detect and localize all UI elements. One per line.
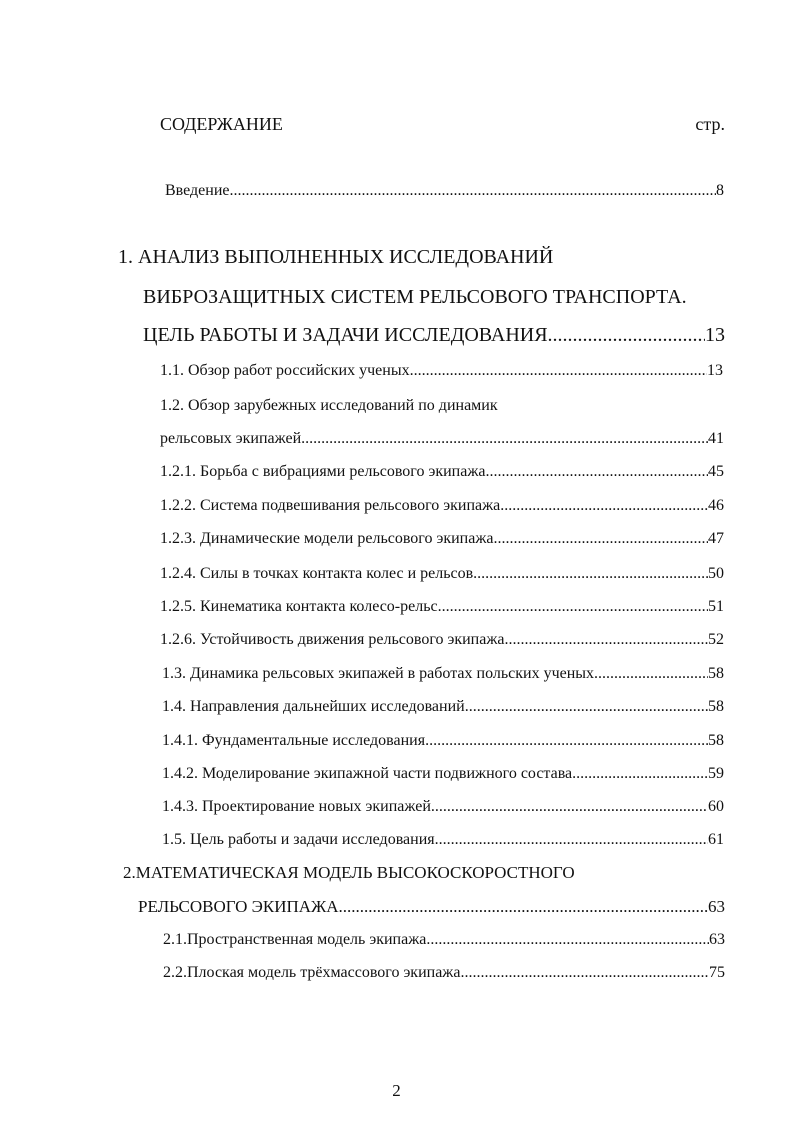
- toc-entry-2-1[interactable]: [163, 929, 725, 951]
- toc-entry-1-2-5[interactable]: [160, 596, 724, 618]
- toc-entry-1-2[interactable]: [160, 428, 724, 450]
- toc-entry-page: 58: [708, 732, 724, 749]
- dot-leader: [493, 528, 708, 550]
- toc-entry-1-2-1[interactable]: [160, 461, 724, 483]
- toc-entry-label: рельсовых экипажей: [160, 430, 302, 447]
- toc-entry-label: 2.1.Пространственная модель экипажа: [163, 931, 427, 948]
- dot-leader: [230, 180, 717, 202]
- dot-leader: [594, 663, 708, 685]
- toc-entry-label: 1.1. Обзор работ российских ученых: [160, 362, 410, 379]
- toc-entry-page: 46: [708, 497, 724, 514]
- toc-entry-1-4-3[interactable]: [162, 796, 724, 818]
- chapter-2-title-line-1: 2.МАТЕМАТИЧЕСКАЯ МОДЕЛЬ ВЫСОКОСКОРОСТНОГО: [123, 863, 575, 882]
- toc-entry-page: 47: [708, 530, 724, 547]
- toc-entry-1-4-1[interactable]: [162, 730, 724, 752]
- toc-entry-page: 59: [708, 765, 724, 782]
- toc-entry-1-3[interactable]: [162, 663, 724, 685]
- toc-entry-label: Введение: [165, 182, 230, 199]
- toc-entry-page: 58: [708, 665, 724, 682]
- toc-entry-1-2-3[interactable]: [160, 528, 724, 550]
- dot-leader: [425, 730, 708, 752]
- toc-entry-page: 63: [708, 897, 725, 916]
- dot-leader: [500, 495, 708, 517]
- dot-leader: [435, 829, 708, 851]
- dot-leader: [485, 461, 708, 483]
- toc-entry-page: 45: [708, 463, 724, 480]
- toc-entry-label: 1.2.3. Динамические модели рельсового экипажа: [160, 530, 494, 547]
- toc-entry-label: 1.2.4. Силы в точках контакта колес и рельсов: [160, 565, 474, 582]
- toc-entry-label: 1.4.1. Фундаментальные исследования: [162, 732, 426, 749]
- dot-leader: [410, 360, 707, 382]
- dot-leader: [339, 895, 708, 919]
- toc-entry-page: 51: [708, 598, 724, 615]
- page-column-label: стр.: [695, 114, 725, 134]
- toc-entry-page: 8: [716, 182, 724, 199]
- toc-entry-label: 1.5. Цель работы и задачи исследования: [162, 831, 435, 848]
- toc-entry-page: 52: [708, 631, 724, 648]
- toc-entry-label: ЦЕЛЬ РАБОТЫ И ЗАДАЧИ ИССЛЕДОВАНИЯ: [143, 324, 548, 346]
- toc-entry-2-2[interactable]: [163, 962, 725, 984]
- dot-leader: [465, 696, 708, 718]
- page-number: 2: [392, 1081, 401, 1100]
- toc-entry-1-1[interactable]: [160, 360, 723, 382]
- dot-leader: [505, 629, 709, 651]
- toc-entry-1-2-4[interactable]: [160, 563, 724, 585]
- toc-entry-1-4[interactable]: [162, 696, 724, 718]
- dot-leader: [426, 929, 709, 951]
- chapter-1-title-line-1: 1. АНАЛИЗ ВЫПОЛНЕННЫХ ИССЛЕДОВАНИЙ: [118, 246, 554, 268]
- toc-entry-label: 2.2.Плоская модель трёхмассового экипажа: [163, 964, 461, 981]
- toc-entry-chapter-2[interactable]: [138, 895, 725, 919]
- toc-entry-label: 1.4.3. Проектирование новых экипажей: [162, 798, 431, 815]
- toc-entry-1-4-2[interactable]: [162, 763, 724, 785]
- dot-leader: [431, 796, 708, 818]
- toc-entry-label: РЕЛЬСОВОГО ЭКИПАЖА: [138, 897, 339, 916]
- toc-entry-1-2-6[interactable]: [160, 629, 724, 651]
- dot-leader: [438, 596, 708, 618]
- toc-entry-1-5[interactable]: [162, 829, 724, 851]
- toc-entry-page: 50: [708, 565, 724, 582]
- toc-entry-1-2-2[interactable]: [160, 495, 724, 517]
- toc-entry-label: 1.2.6. Устойчивость движения рельсового экипажа: [160, 631, 505, 648]
- toc-entry-chapter-1[interactable]: [143, 321, 725, 349]
- toc-entry-page: 60: [708, 798, 724, 815]
- toc-entry-label: 1.2.5. Кинематика контакта колесо-рельс: [160, 598, 438, 615]
- dot-leader: [460, 962, 709, 984]
- dot-leader: [301, 428, 708, 450]
- toc-entry-page: 41: [708, 430, 724, 447]
- toc-entry-page: 61: [708, 831, 724, 848]
- toc-title: СОДЕРЖАНИЕ: [160, 114, 283, 134]
- dot-leader: [473, 563, 708, 585]
- dot-leader: [572, 763, 708, 785]
- toc-entry-intro[interactable]: [165, 180, 724, 202]
- dot-leader: [548, 321, 705, 349]
- toc-entry-page: 75: [709, 964, 725, 981]
- toc-entry-label: 1.2.1. Борьба с вибрациями рельсового экипажа: [160, 463, 486, 480]
- toc-entry-1-2-line-1: 1.2. Обзор зарубежных исследований по динамик: [160, 397, 498, 414]
- toc-entry-label: 1.4. Направления дальнейших исследований: [162, 698, 465, 715]
- chapter-1-title-line-2: ВИБРОЗАЩИТНЫХ СИСТЕМ РЕЛЬСОВОГО ТРАНСПОРТА.: [143, 286, 687, 308]
- toc-entry-page: 13: [705, 324, 725, 346]
- toc-entry-page: 63: [709, 931, 725, 948]
- toc-entry-label: 1.3. Динамика рельсовых экипажей в работах польских ученых: [162, 665, 595, 682]
- toc-entry-label: 1.2.2. Система подвешивания рельсового экипажа: [160, 497, 501, 514]
- toc-entry-page: 13: [707, 362, 723, 379]
- toc-entry-page: 58: [708, 698, 724, 715]
- toc-entry-label: 1.4.2. Моделирование экипажной части подвижного состава: [162, 765, 573, 782]
